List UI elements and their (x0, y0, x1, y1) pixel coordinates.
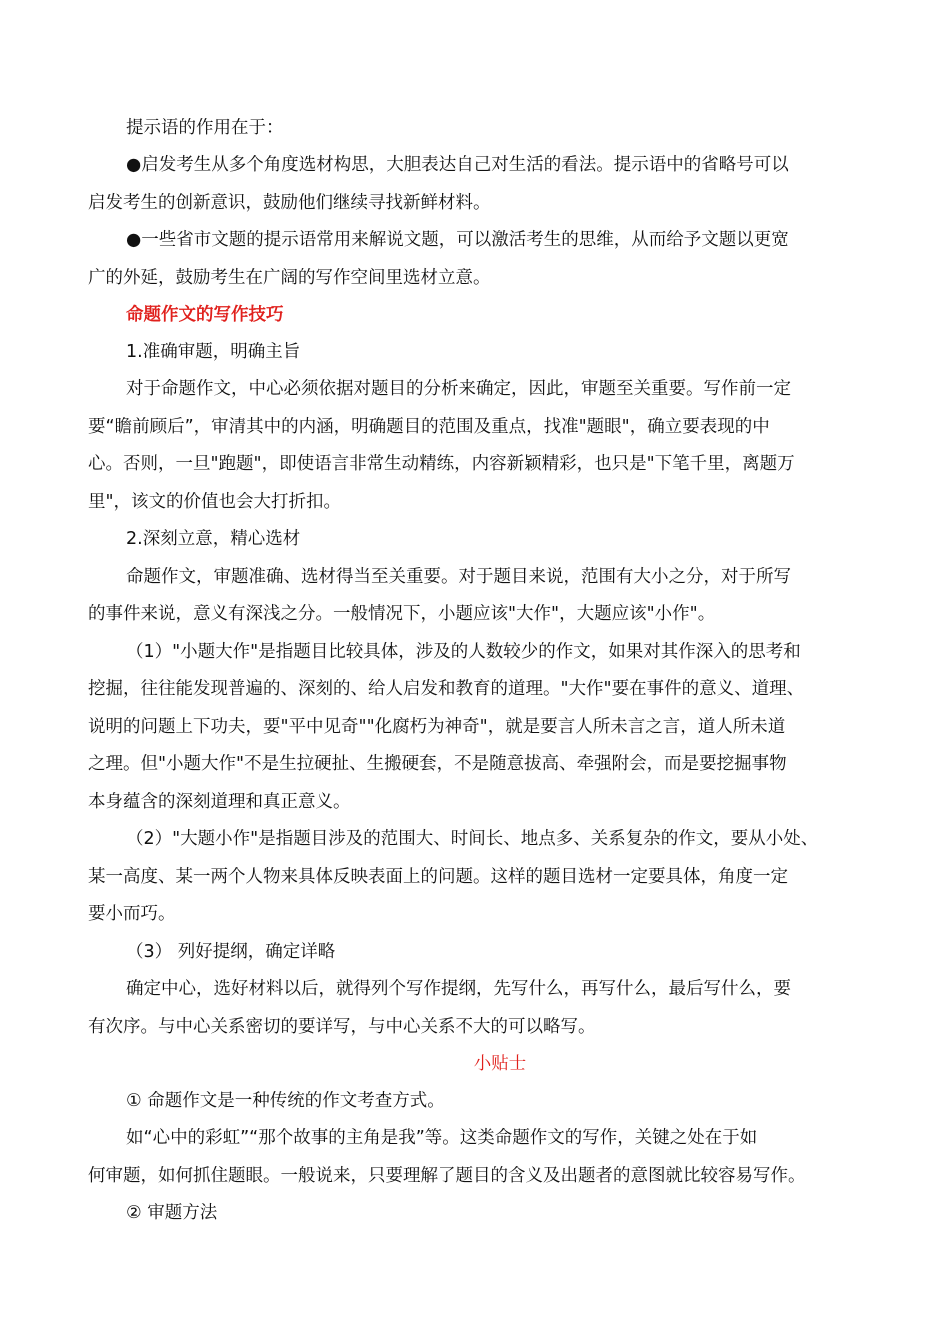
bullet-2-line-2: 广的外延，鼓励考生在广阔的写作空间里选材立意。 (88, 268, 491, 288)
subheading-2: 2.深刻立意，精心选材 (126, 529, 301, 549)
tips-heading: 小贴士 (473, 1054, 527, 1074)
bullet-1-line-1: ●启发考生从多个角度选材构思，大胆表达自己对生活的看法。提示语中的省略号可以 (126, 155, 789, 175)
para-2-line-1: 命题作文，审题准确、选材得当至关重要。对于题目来说，范围有大小之分，对于所写 (126, 567, 791, 587)
para-1-line-3: 心。否则，一旦"跑题"，即使语言非常生动精练，内容新颖精彩，也只是"下笔千里，离题万 (88, 454, 795, 474)
item-1-line-4: 之理。但"小题大作"不是生拉硬扯、生搬硬套，不是随意拔高、牵强附会，而是要挖掘事物 (88, 754, 787, 774)
item-2-line-2: 某一高度、某一两个人物来具体反映表面上的问题。这样的题目选材一定要具体，角度一定 (88, 867, 788, 887)
bullet-1-line-2: 启发考生的创新意识，鼓励他们继续寻找新鲜材料。 (88, 193, 491, 213)
section-heading-writing-skills: 命题作文的写作技巧 (126, 305, 284, 325)
para-1-line-2: 要“瞻前顾后”，审清其中的内涵，明确题目的范围及重点，找准"题眼"，确立要表现的中 (88, 417, 770, 437)
item-1-line-1: （1）"小题大作"是指题目比较具体，涉及的人数较少的作文，如果对其作深入的思考和 (126, 642, 801, 662)
item-2-line-1: （2）"大题小作"是指题目涉及的范围大、时间长、地点多、关系复杂的作文，要从小处、 (126, 829, 819, 849)
item-3-heading: （3） 列好提纲，确定详略 (126, 942, 336, 962)
subheading-1: 1.准确审题，明确主旨 (126, 342, 301, 362)
para-2-line-2: 的事件来说，意义有深浅之分。一般情况下，小题应该"大作"，大题应该"小作"。 (88, 604, 716, 624)
item-1-line-2: 挖掘，往往能发现普遍的、深刻的、给人启发和教育的道理。"大作"要在事件的意义、道理、 (88, 679, 805, 699)
para-1-line-4: 里"，该文的价值也会大打折扣。 (88, 492, 342, 512)
item-3-line-1: 确定中心，选好材料以后，就得列个写作提纲，先写什么，再写什么，最后写什么，要 (126, 979, 791, 999)
item-1-line-5: 本身蕴含的深刻道理和真正意义。 (88, 792, 351, 812)
bullet-2-line-1: ●一些省市文题的提示语常用来解说文题，可以激活考生的思维，从而给予文题以更宽 (126, 230, 789, 250)
para-1-line-1: 对于命题作文，中心必须依据对题目的分析来确定，因此，审题至关重要。写作前一定 (126, 379, 791, 399)
tip-1-para-line-2: 何审题，如何抓住题眼。一般说来，只要理解了题目的含义及出题者的意图就比较容易写作。 (88, 1166, 806, 1186)
item-3-line-2: 有次序。与中心关系密切的要详写，与中心关系不大的可以略写。 (88, 1017, 596, 1037)
item-1-line-3: 说明的问题上下功夫，要"平中见奇""化腐朽为神奇"，就是要言人所未言之言，道人所未道 (88, 717, 786, 737)
tip-1-para-line-1: 如“心中的彩虹”“那个故事的主角是我”等。这类命题作文的写作，关键之处在于如 (126, 1128, 758, 1148)
item-2-line-3: 要小而巧。 (88, 904, 176, 924)
tip-2: ② 审题方法 (126, 1203, 218, 1223)
tip-1: ① 命题作文是一种传统的作文考查方式。 (126, 1091, 445, 1111)
intro-heading: 提示语的作用在于： (126, 118, 284, 138)
